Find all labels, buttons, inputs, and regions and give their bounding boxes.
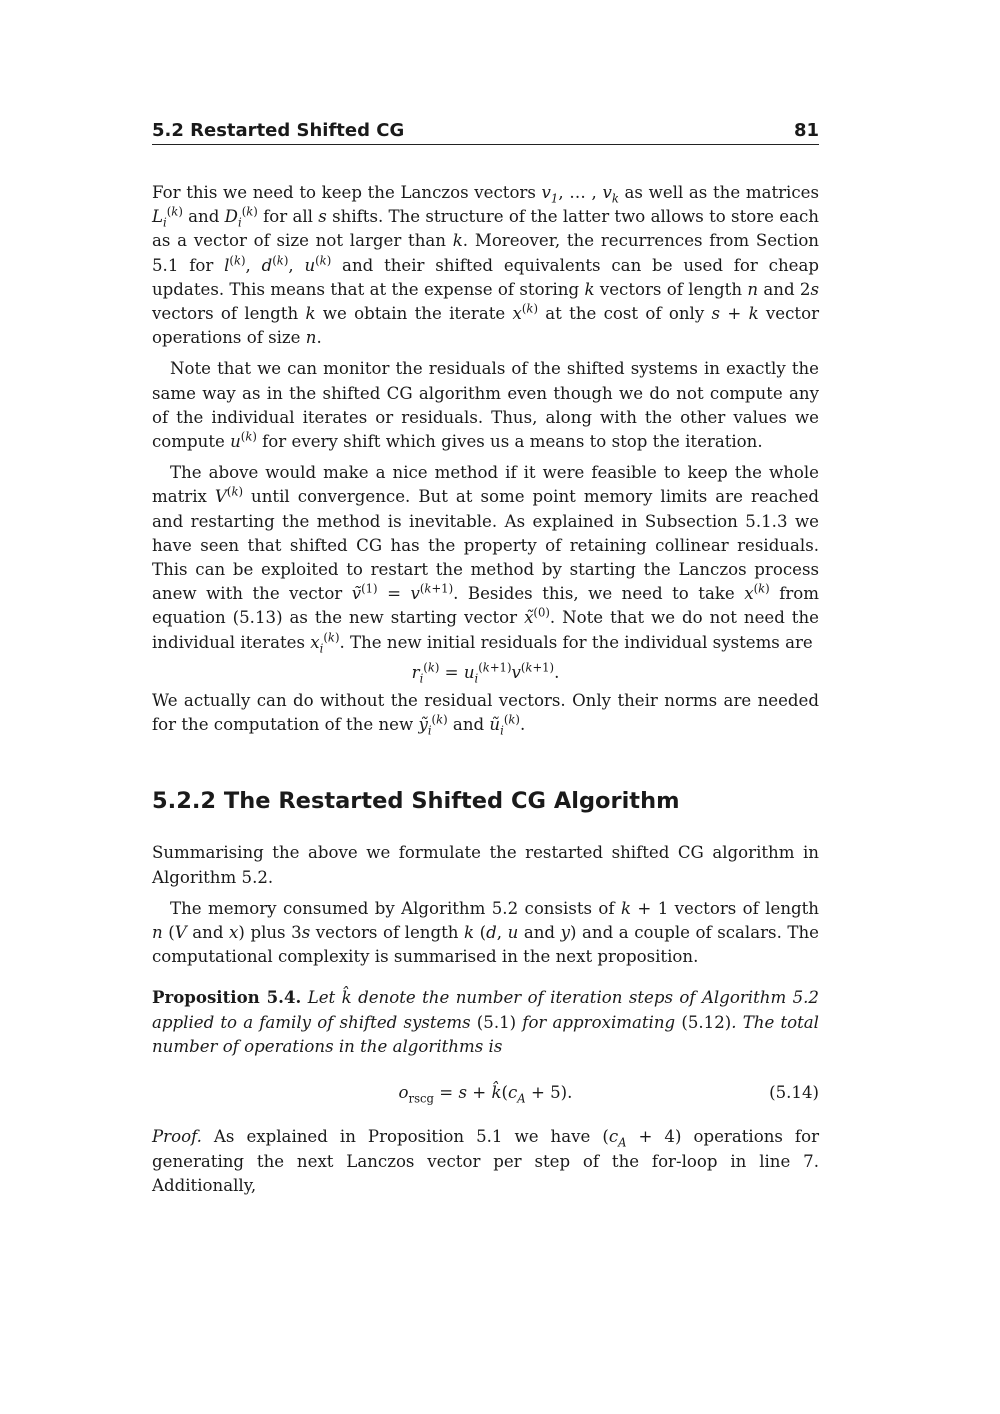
paragraph-1: For this we need to keep the Lanczos vectors $v_1$, … , $v_k$ as well as the matrices $L_i^{(k)}$ and $D_i^{(k)}$ for all s shifts. The structure of the latter two allows to store each as a vector of size not larger than k. Moreover, the recurrences from Section 5.1 for $l^{(k)}$, $d^{(k)}$, $u^{(k)}$ and their shifted equivalents can be used for cheap updates. This means that at the expense of storing k vectors of length n and 2s vectors of length k we obtain the iterate $x^{(k)}$ at the cost of only s + k vector operations of size n. (152, 183, 820, 348)
paragraph-3: The above would make a nice method if it were feasible to keep the whole matrix $V^{(k)}$ until convergence. But at some point memory limits are reached and restarting the method is inevitable. As explained in Subsection 5.1.3 we have seen that shifted CG has the property of retaining collinear residuals. This can be exploited to restart the method by starting the Lanczos process anew with the vector ṽ$^{(1)}$ = $v^{(k+1)}$. Besides this, we need to take $x^{(k)}$ from equation (5.13) as the new starting vector x̃$^{(0)}$. Note that we do not need the individual iterates $x_i^{(k)}$. The new initial residuals for the individual systems are (152, 463, 820, 655)
proposition-label: Proposition 5.4. (152, 987, 302, 1008)
paragraph-6: The memory consumed by Algorithm 5.2 consists of k + 1 vectors of length n (V and x) plus 3s vectors of length k (d, u and y) and a couple of scalars. The computational complexity is summarised in the next proposition. (152, 898, 819, 967)
section-heading: 5.2.2 The Restarted Shifted CG Algorithm (152, 788, 680, 815)
page-number: 81 (793, 120, 819, 141)
body-text (152, 181, 819, 1198)
proof: Proof. As explained in Proposition 5.1 we have $(c_A + 4)$ operations for generating the next Lanczos vector per step of the for-loop in line 7. Additionally, (152, 1127, 819, 1195)
running-head-title: 5.2 Restarted Shifted CG (152, 120, 405, 141)
equation-number: (5.14) (769, 1083, 819, 1103)
equation-5-14: $o_{rscg} = s$ + $k̂(c_A + 5)$. (5.14) (398, 1083, 819, 1106)
residual-equation: $r_i^{(k)} = u_i^{(k+1)}v^{(k+1)}$. (411, 660, 560, 686)
paragraph-5: Summarising the above we formulate the restarted shifted CG algorithm in Algorithm 5.2. (152, 843, 819, 887)
proposition-5-4: Proposition 5.4. Let k̂ denote the number of iteration steps of Algorithm 5.2 applied to a family of shifted systems (5.1) for approximating (5.12). The total number of operations in the algorithms is (152, 987, 819, 1056)
running-head (152, 120, 819, 145)
paragraph-4: We actually can do without the residual vectors. Only their norms are needed for the computation of the new ỹ$_i^{(k)}$ and $ũ_i^{(k)}$. (152, 691, 819, 738)
page (152, 120, 819, 1198)
proof-label: Proof. (152, 1127, 202, 1147)
paragraph-2: Note that we can monitor the residuals of the shifted systems in exactly the same way as in the shifted CG algorithm even though we do not compute any of the individual iterates or residuals. Thus, along with the other values we compute $u^{(k)}$ for every shift which gives us a means to stop the iteration. (152, 359, 819, 452)
